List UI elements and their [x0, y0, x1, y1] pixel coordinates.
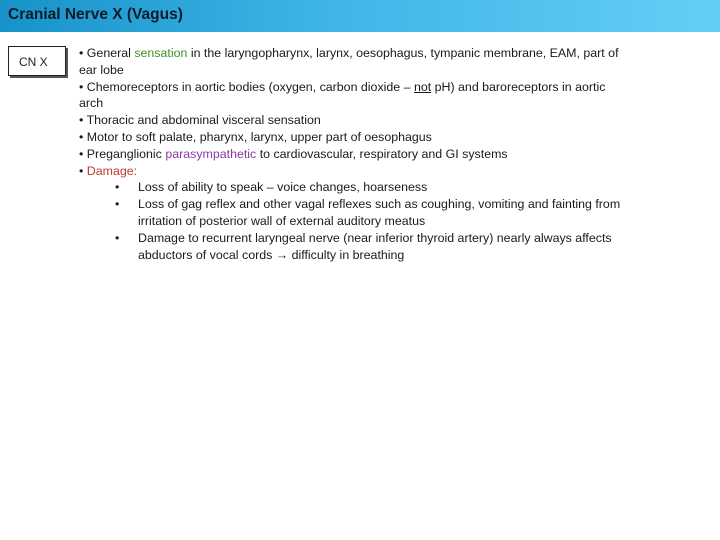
- continuation-line: ear lobe: [79, 62, 124, 77]
- highlight-parasympathetic: parasympathetic: [165, 146, 257, 161]
- text: irritation of posterior wall of external auditory meatus: [138, 213, 426, 228]
- label-box: [8, 46, 66, 76]
- text: to cardiovascular, respiratory and GI systems: [256, 146, 508, 161]
- bullet-mark: •: [79, 46, 84, 60]
- damage-item-recurrent-laryngeal-cont: [79, 247, 694, 264]
- arrow-icon: →: [275, 247, 289, 262]
- text: Motor to soft palate, pharynx, larynx, upper part of oesophagus: [86, 129, 432, 144]
- bullet-mark: •: [79, 146, 84, 161]
- title-bar: [0, 0, 720, 32]
- text: Loss of gag reflex and other vagal reflexes such as coughing, vomiting and fainting from: [138, 197, 621, 212]
- text: Thoracic and abdominal visceral sensation: [86, 113, 321, 128]
- damage-item-speech: [79, 179, 694, 196]
- text: abductors of vocal cords: [138, 247, 276, 262]
- text: General: [86, 46, 135, 60]
- underlined-not: not: [413, 79, 432, 94]
- text: Loss of ability to speak – voice changes, hoarseness: [138, 180, 428, 195]
- sub-bullet-mark: •: [115, 230, 120, 245]
- bullet-damage: [79, 163, 694, 180]
- damage-item-gag-reflex: [79, 196, 694, 213]
- text: pH) and baroreceptors in aortic: [431, 79, 606, 94]
- sub-bullet-mark: •: [115, 180, 120, 195]
- damage-item-recurrent-laryngeal: [79, 230, 694, 247]
- bullet-mark: •: [79, 79, 84, 94]
- label-box-text: CN X: [19, 55, 48, 69]
- text: Preganglionic: [86, 146, 166, 161]
- text: in the laryngopharynx, larynx, oesophagus, tympanic membrane, EAM, part of: [187, 46, 619, 60]
- continuation-line: arch: [79, 96, 104, 111]
- bullet-motor: [79, 129, 694, 146]
- bullet-general-sensation: [79, 45, 694, 62]
- highlight-damage: Damage:: [86, 163, 138, 178]
- highlight-sensation: sensation: [134, 46, 188, 60]
- bullet-chemoreceptors: [79, 79, 694, 96]
- bullet-preganglionic: [79, 146, 694, 163]
- bullet-mark: •: [79, 113, 84, 128]
- text: Chemoreceptors in aortic bodies (oxygen, carbon dioxide –: [86, 79, 414, 94]
- bullet-visceral-sensation: [79, 112, 694, 129]
- text: Damage to recurrent laryngeal nerve (near inferior thyroid artery) nearly always affects: [138, 230, 612, 245]
- damage-item-gag-reflex-cont: [79, 213, 694, 230]
- content-body: [79, 45, 694, 263]
- bullet-mark: •: [79, 129, 84, 144]
- page-title: Cranial Nerve X (Vagus): [8, 6, 183, 23]
- text: difficulty in breathing: [288, 247, 405, 262]
- sub-bullet-mark: •: [115, 197, 120, 212]
- bullet-mark: •: [79, 163, 84, 178]
